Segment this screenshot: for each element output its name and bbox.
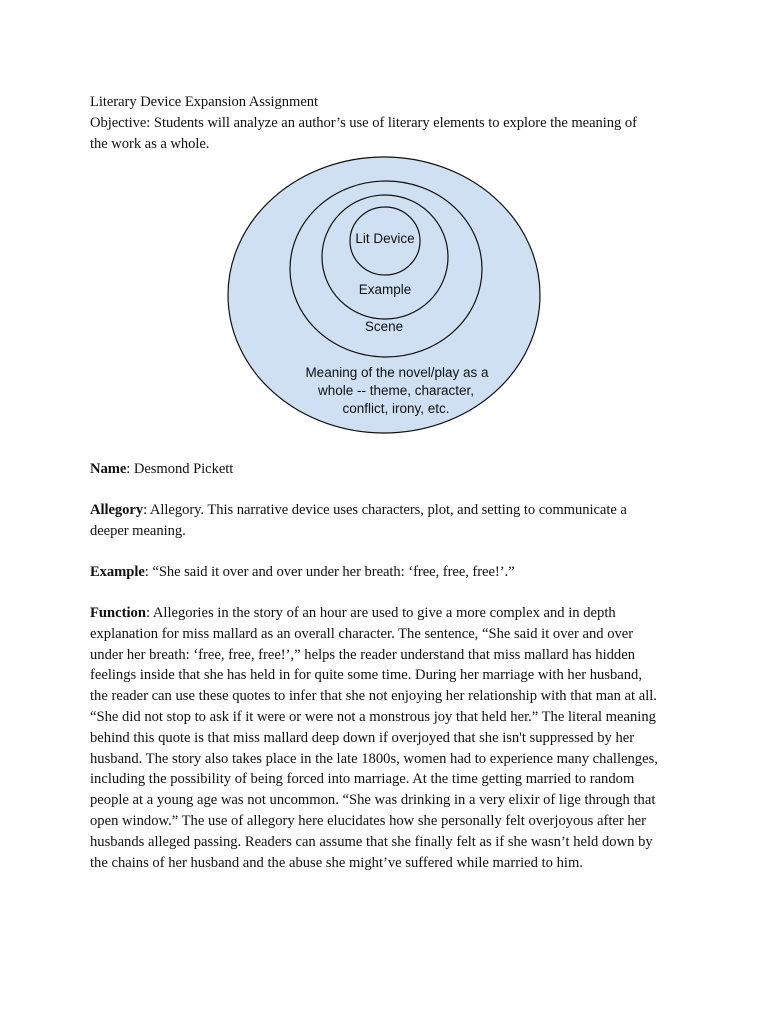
function-line: feelings inside that she has held in for quite some time. During her marriage with her husband, [90, 667, 642, 684]
function-line: husband. The story also takes place in the late 1800s, women had to experience many challenges, [90, 750, 658, 767]
function-line: behind this quote is that miss mallard deep down if overjoyed that she isn't suppressed by her [90, 729, 635, 746]
function-line: under her breath: ‘free, free, free!’,” helps the reader understand that miss mallard has hidden [90, 646, 635, 663]
function-line: including the possibility of being forced into marriage. At the time getting married to random [90, 771, 635, 788]
concentric-circles-diagram [220, 150, 550, 440]
function-line: explanation for miss mallard as an overall character. The sentence, “She said it over and over [90, 625, 634, 642]
function-line: husbands alleged passing. Readers can assume that she finally felt as if she wasn’t held down by [90, 833, 653, 850]
name-label: Name [90, 461, 127, 477]
objective-line-2: the work as a whole. [90, 136, 210, 152]
meaning-label-line-3: conflict, irony, etc. [342, 401, 450, 416]
assignment-title: Literary Device Expansion Assignment [90, 94, 318, 110]
name-value: : Desmond Pickett [126, 461, 234, 477]
allegory-line-1 [90, 500, 627, 521]
function-paragraph [90, 603, 690, 873]
function-line: the reader can use these quotes to infer that she not enjoying her relationship with that man at all. [90, 688, 657, 705]
lit-device-label: Lit Device [355, 231, 415, 246]
meaning-label-line-2: whole -- theme, character, [317, 383, 475, 398]
function-line: Function: Allegories in the story of an hour are used to give a more complex and in depth [90, 605, 616, 621]
function-label: Function [90, 605, 146, 621]
example-quote: : “She said it over and over under her breath: ‘free, free, free!’.” [144, 564, 515, 580]
meaning-label-line-1: Meaning of the novel/play as a [305, 365, 489, 380]
function-line: open window.” The use of allegory here elucidates how she personally felt overjoyous after her [90, 812, 646, 829]
allegory-label: Allegory [90, 502, 144, 518]
example-label: Example [358, 282, 412, 297]
name-line [90, 459, 233, 480]
example-line [90, 562, 515, 583]
objective-line-1: Objective: Students will analyze an author’s use of literary elements to explore the meaning of [90, 115, 637, 131]
allegory-line-2: deeper meaning. [90, 523, 186, 539]
function-line: the chains of her husband and the abuse she might’ve suffered while married to him. [90, 854, 583, 871]
example-label-text: Example [90, 564, 145, 580]
function-line: “She did not stop to ask if it were or were not a monstrous joy that held her.” The literal meaning [90, 708, 656, 725]
function-line: people at a young age was not uncommon. “She was drinking in a very elixir of lige through that [90, 792, 656, 809]
allegory-definition: : Allegory. This narrative device uses characters, plot, and setting to communicate a [143, 502, 627, 518]
scene-label: Scene [364, 319, 404, 334]
